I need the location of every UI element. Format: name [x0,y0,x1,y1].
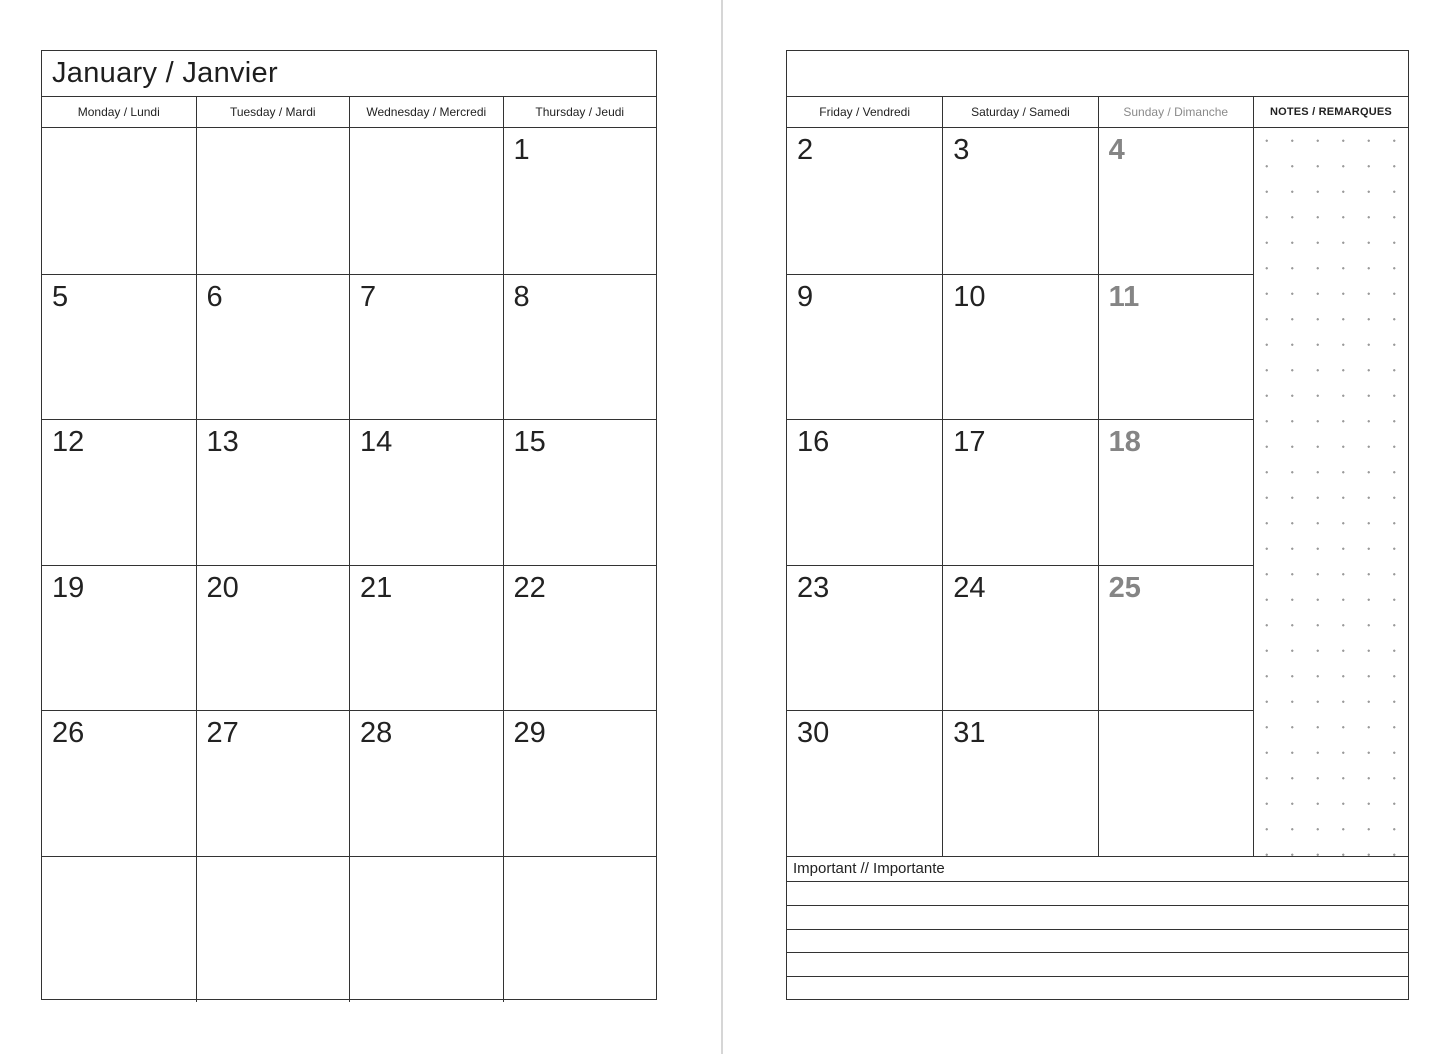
notes-header: NOTES / REMARQUES [1253,97,1408,127]
day-cell[interactable] [196,128,350,274]
day-number: 24 [953,571,986,604]
left-page [41,50,657,1000]
day-cell[interactable] [196,856,350,1002]
notes-dot-grid[interactable] [1253,128,1408,856]
day-cell[interactable] [787,419,942,565]
weekday-header: Tuesday / Mardi [196,97,350,127]
day-cell[interactable] [787,710,942,856]
important-label: Important // Importante [793,860,945,877]
day-cell[interactable] [196,419,350,565]
day-number: 17 [953,426,986,459]
day-cell[interactable] [349,565,503,711]
day-number: 26 [52,717,85,750]
day-cell[interactable] [42,710,196,856]
day-number: 27 [206,717,239,750]
day-cell[interactable] [42,856,196,1002]
weekday-header-row [787,97,1408,128]
day-number: 9 [797,280,814,313]
day-cell[interactable] [349,710,503,856]
title-bar-blank [787,51,1408,97]
day-cell[interactable] [349,419,503,565]
writing-line[interactable] [787,952,1408,953]
day-cell[interactable] [196,565,350,711]
right-page [786,50,1409,1000]
day-number: 29 [513,717,546,750]
day-number: 31 [953,717,986,750]
day-cell[interactable] [503,710,657,856]
day-number: 12 [52,426,85,459]
page-spine [721,0,723,1054]
day-number: 22 [513,571,546,604]
day-cell[interactable] [503,565,657,711]
day-cell[interactable] [503,274,657,420]
day-cell[interactable] [1098,128,1253,274]
day-number: 16 [797,426,830,459]
important-section [787,856,1408,999]
day-number: 19 [52,571,85,604]
day-number: 8 [513,280,530,313]
day-number: 20 [206,571,239,604]
day-cell[interactable] [1098,419,1253,565]
writing-line[interactable] [787,976,1408,977]
day-number: 5 [52,280,69,313]
day-number: 1 [513,134,530,166]
day-cell[interactable] [349,128,503,274]
weekday-header: Saturday / Samedi [942,97,1097,127]
day-cell[interactable] [942,128,1097,274]
day-number: 6 [206,280,223,313]
day-cell[interactable] [787,274,942,420]
day-cell[interactable] [503,856,657,1002]
day-number: 7 [360,280,377,313]
day-number: 2 [797,134,814,166]
day-number: 21 [360,571,393,604]
weekday-header: Wednesday / Mercredi [349,97,503,127]
day-cell[interactable] [196,710,350,856]
writing-line[interactable] [787,905,1408,906]
day-cell[interactable] [196,274,350,420]
day-cell[interactable] [42,274,196,420]
day-cell[interactable] [787,565,942,711]
weekday-header: Monday / Lundi [77,105,160,119]
day-cell[interactable] [1098,710,1253,856]
title-bar [42,51,656,97]
day-number: 15 [513,426,546,459]
day-cell[interactable] [349,856,503,1002]
day-number: 28 [360,717,393,750]
day-cell[interactable] [1098,274,1253,420]
weekday-header: Thursday / Jeudi [503,97,657,127]
day-cell[interactable] [42,128,196,274]
day-cell[interactable] [942,274,1097,420]
day-cell[interactable] [42,419,196,565]
day-number: 23 [797,571,830,604]
day-number: 10 [953,280,986,313]
weekday-header: Sunday / Dimanche [1098,97,1253,127]
day-cell[interactable] [1098,565,1253,711]
day-cell[interactable] [787,128,942,274]
day-number: 25 [1108,571,1141,604]
day-number: 4 [1108,134,1125,166]
day-cell[interactable] [503,128,657,274]
day-cell[interactable] [503,419,657,565]
day-cell[interactable] [942,710,1097,856]
day-cell[interactable] [942,419,1097,565]
day-number: 18 [1108,426,1141,459]
day-number: 11 [1108,280,1140,313]
day-number: 13 [206,426,239,459]
month-title: January / Janvier [52,57,278,89]
weekday-header-row [42,97,656,128]
weekday-header: Friday / Vendredi [819,105,910,119]
day-number: 14 [360,426,393,459]
writing-line[interactable] [787,881,1408,882]
day-cell[interactable] [349,274,503,420]
day-cell[interactable] [942,565,1097,711]
day-cell[interactable] [42,565,196,711]
day-number: 30 [797,717,830,750]
day-number: 3 [953,134,970,166]
writing-line[interactable] [787,929,1408,930]
